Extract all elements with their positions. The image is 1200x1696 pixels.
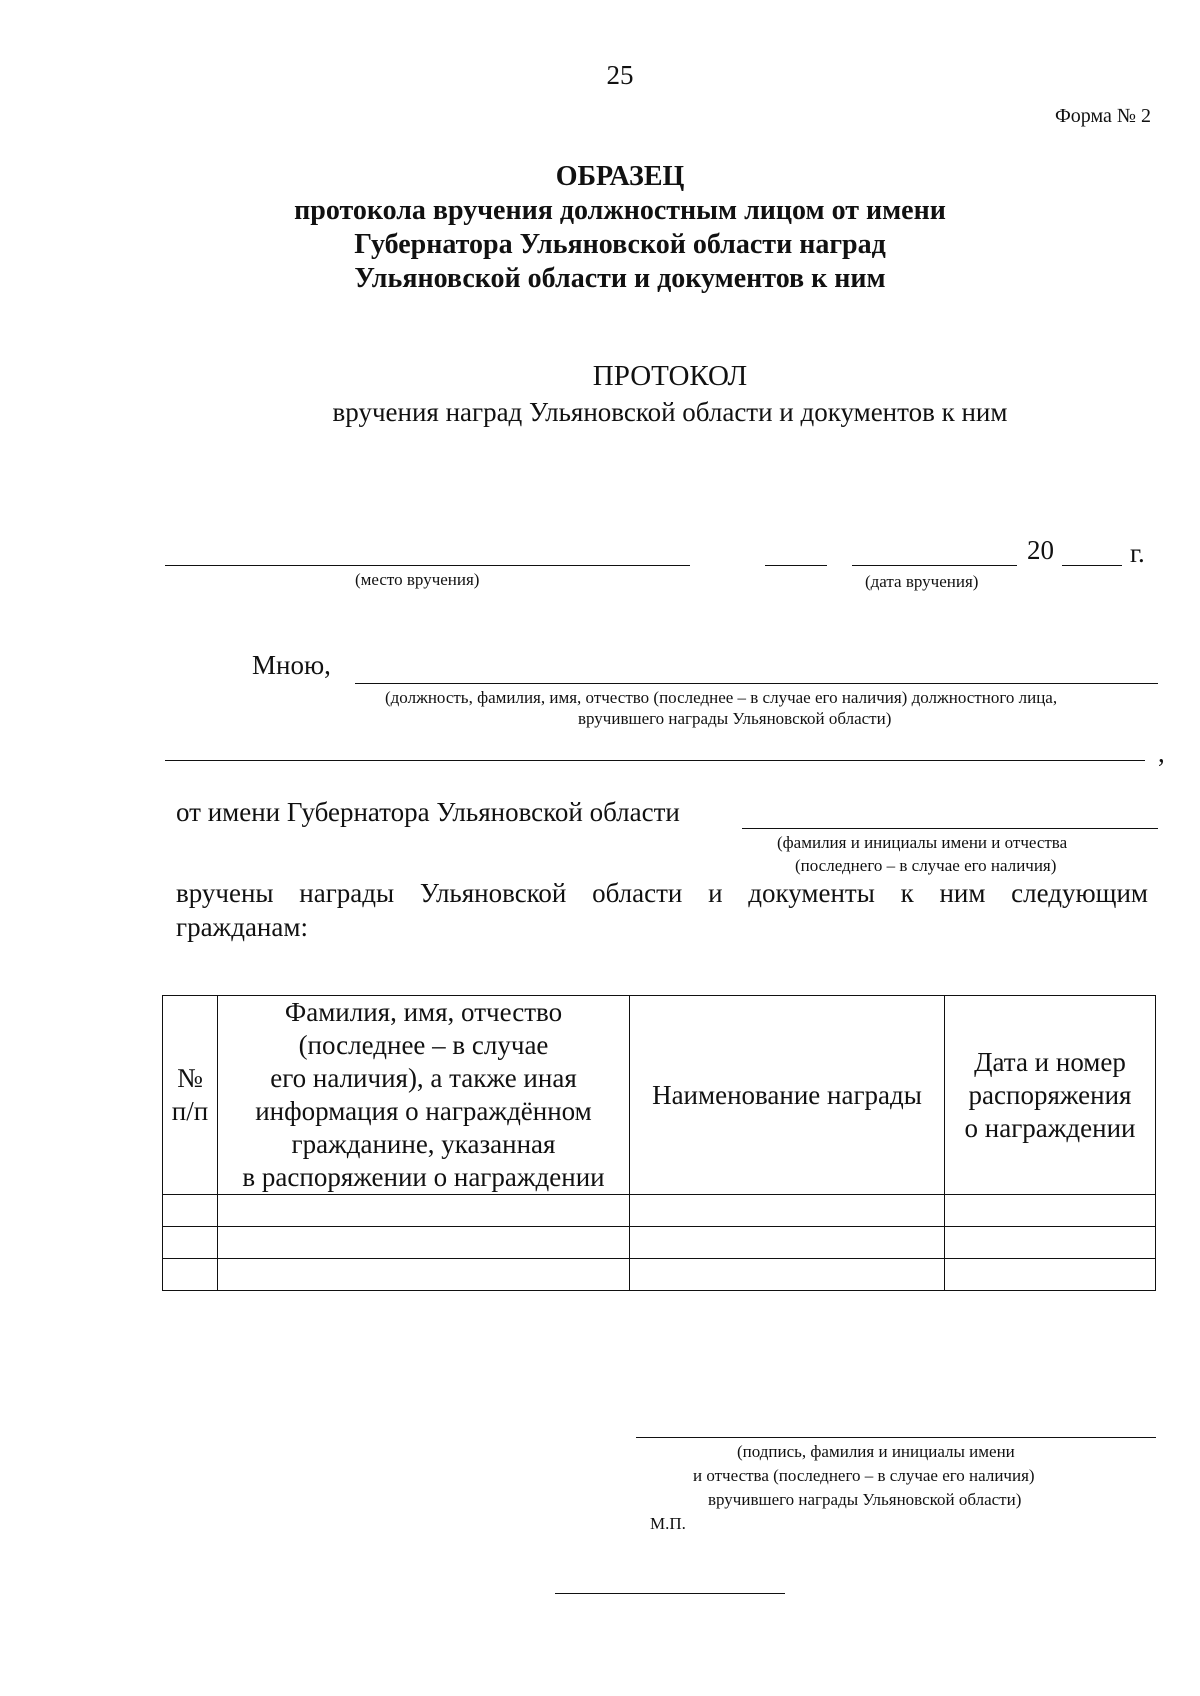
signature-caption-3: вручившего награды Ульяновской области) xyxy=(708,1490,1022,1509)
header-fio-line: в распоряжении о награждении xyxy=(242,1162,605,1192)
header-order-line: распоряжения xyxy=(968,1079,1132,1110)
governor-caption-2: (последнего – в случае его наличия) xyxy=(795,856,1057,875)
header-fio xyxy=(218,996,630,1195)
cell-award[interactable] xyxy=(630,1259,945,1291)
cell-fio[interactable] xyxy=(218,1259,630,1291)
header-fio-line: (последнее – в случае xyxy=(298,1030,549,1060)
header-num-line-1: № xyxy=(177,1063,203,1093)
header-award: Наименование награды xyxy=(630,996,945,1195)
cell-award[interactable] xyxy=(630,1227,945,1259)
table-row xyxy=(163,1195,1156,1227)
date-month-line[interactable] xyxy=(852,565,1017,566)
official-line[interactable] xyxy=(355,683,1158,684)
official-caption-2: вручившего награды Ульяновской области) xyxy=(578,709,892,728)
heading xyxy=(0,160,1200,296)
header-order-line: Дата и номер xyxy=(974,1046,1126,1077)
awards-table xyxy=(162,995,1156,1291)
cell-fio[interactable] xyxy=(218,1195,630,1227)
governor-caption-1: (фамилия и инициалы имени и отчества xyxy=(777,833,1068,852)
header-fio-line: Фамилия, имя, отчество xyxy=(284,997,563,1027)
date-caption: (дата вручения) xyxy=(865,572,979,591)
governor-label: от имени Губернатора Ульяновской области xyxy=(176,797,680,827)
cell-award[interactable] xyxy=(630,1195,945,1227)
table-row xyxy=(163,1259,1156,1291)
stamp-label: М.П. xyxy=(650,1514,686,1533)
signature-caption-1: (подпись, фамилия и инициалы имени xyxy=(737,1442,1015,1461)
header-fio-line: гражданине, указанная xyxy=(291,1129,556,1159)
body-text-line-1: вручены награды Ульяновской области и документы к ним следующим xyxy=(176,878,1148,908)
table-row xyxy=(163,1227,1156,1259)
signature-caption-2: и отчества (последнего – в случае его наличия) xyxy=(693,1466,1035,1485)
heading-line-3: Ульяновской области и документов к ним xyxy=(354,263,886,294)
cell-order[interactable] xyxy=(945,1259,1156,1291)
header-fio-line: информация о награждённом xyxy=(255,1096,592,1126)
official-label: Мною, xyxy=(252,650,331,680)
official-caption-1: (должность, фамилия, имя, отчество (последнее – в случае его наличия) должностного лица, xyxy=(385,688,1058,707)
date-year-line[interactable] xyxy=(1062,565,1122,566)
header-fio-line: его наличия), а также иная xyxy=(270,1063,577,1093)
cell-num[interactable] xyxy=(163,1227,218,1259)
place-line[interactable] xyxy=(165,565,690,566)
cell-num[interactable] xyxy=(163,1195,218,1227)
cell-num[interactable] xyxy=(163,1259,218,1291)
cell-fio[interactable] xyxy=(218,1227,630,1259)
year-prefix: 20 xyxy=(1027,535,1054,565)
page-number: 25 xyxy=(606,60,634,90)
body-text-line-2: гражданам: xyxy=(176,912,308,942)
header-num-line-2: п/п xyxy=(171,1096,209,1126)
heading-title: ОБРАЗЕЦ xyxy=(555,161,685,192)
governor-line[interactable] xyxy=(742,828,1158,829)
header-num xyxy=(163,996,218,1195)
heading-line-1: протокола вручения должностным лицом от имени xyxy=(294,195,946,226)
official-line-2[interactable] xyxy=(165,760,1145,761)
header-order xyxy=(945,996,1156,1195)
header-order-line: о награждении xyxy=(964,1112,1136,1143)
protocol-subtitle: вручения наград Ульяновской области и документов к ним xyxy=(332,397,1008,427)
table-header-row xyxy=(163,996,1156,1195)
protocol-title: ПРОТОКОЛ xyxy=(592,360,748,392)
signature-line[interactable] xyxy=(636,1437,1156,1438)
footer-separator xyxy=(555,1593,785,1594)
form-label: Форма № 2 xyxy=(1055,105,1151,127)
heading-line-2: Губернатора Ульяновской области наград xyxy=(354,229,886,260)
date-day-line[interactable] xyxy=(765,565,827,566)
trailing-comma: , xyxy=(1158,738,1165,768)
year-suffix: г. xyxy=(1130,538,1145,568)
place-caption: (место вручения) xyxy=(355,570,480,589)
cell-order[interactable] xyxy=(945,1227,1156,1259)
cell-order[interactable] xyxy=(945,1195,1156,1227)
